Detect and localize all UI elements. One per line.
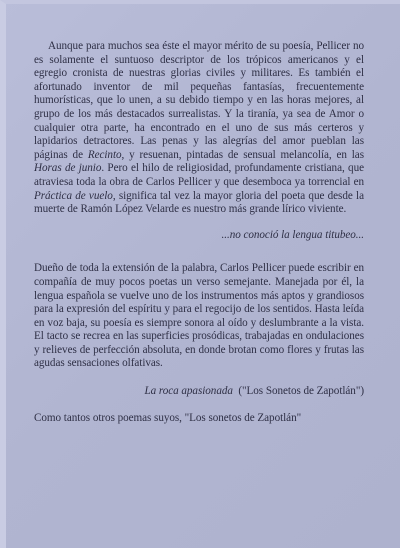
paragraph-pellicer-themes: [34, 40, 364, 217]
paragraph-language-mastery: Dueño de toda la extensión de la palabra, Carlos Pellicer puede escribir en compañía de muy pocos poetas un verso semejante. Manejada por él, la lengua española se vuelve uno de los instrumentos más aptos y grandiosos para la expresión del espíritu y para el regocijo de los sentidos. Hasta leída en voz baja, su poesía es siempre sonora al oído y deslumbrante a la vista. El tacto se recrea en las superficies prosódicas, trabajadas en ondulaciones y relieves de perfección absoluta, en donde brotan como flores y frutas las agudas sensaciones olfativas.: [34, 262, 364, 370]
section-gap: [34, 242, 364, 262]
section-caption-quote: ...no conoció la lengua titubeo...: [221, 228, 364, 241]
page-text: [34, 40, 364, 425]
paragraph-text: Aunque para muchos sea éste el mayor mérito de su poesía, Pellicer no es solamente el suntuoso descriptor de los trópicos americanos y el egregio cronista de nuestras glorias civiles y militares. Es también el afortunado inventor de mil pequeñas fantasías, frecuentemente humorísticas, que lo unen, a su debido tiempo y en las horas mejores, al grupo de los más destacados surrealistas. Y la tiranía, ya sea de Amor o cualquier otra parte, ha encontrado en el uno de sus más certeros y lapidarios detractores. Las penas y las alegrías del amor pueblan las páginas de: [34, 40, 364, 161]
poem-title: La roca apasionada: [144, 385, 233, 398]
book-title-practica-de-vuelo: Práctica de vuelo: [34, 189, 113, 202]
poem-source: ("Los Sonetos de Zapotlán"): [238, 385, 364, 398]
paragraph-text: . Pero el hilo de religiosidad, profundamente cristiana, que atraviesa toda la obra de Carlos Pellicer y que desemboca ya torrencial en: [34, 162, 364, 188]
paragraph-closing-line: Como tantos otros poemas suyos, "Los sonetos de Zapotlán": [34, 411, 302, 424]
book-title-recinto: Recinto: [87, 148, 122, 161]
poem-attribution: [34, 385, 364, 399]
book-title-horas-de-junio: Horas de junio: [34, 162, 102, 175]
paragraph-text: , y resuenan, pintadas de sensual melancolía, en las: [121, 148, 364, 161]
paragraph-text: , significa tal vez la mayor gloria del poeta que desde la muerte de Ramón López Velarde es nuestro más grande lírico viviente.: [34, 189, 364, 216]
